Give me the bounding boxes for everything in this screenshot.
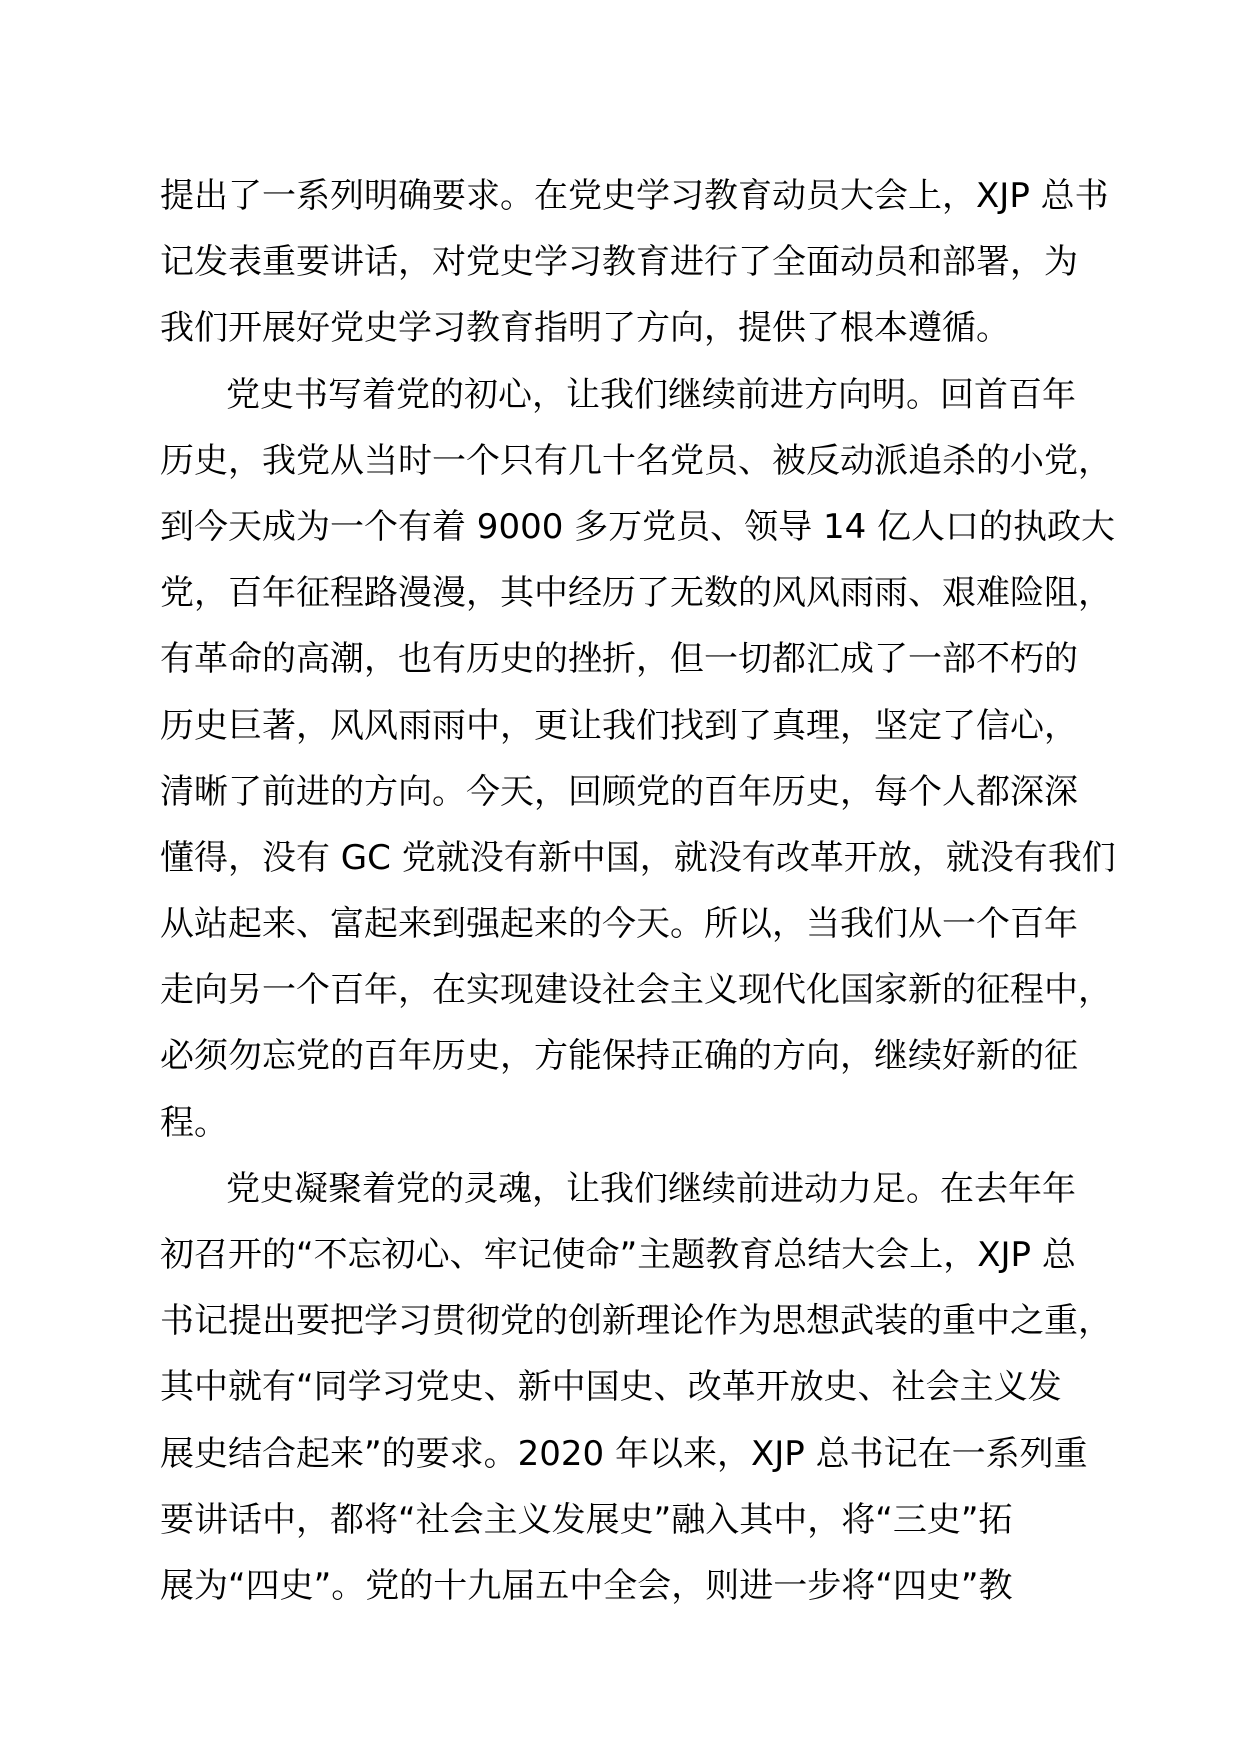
text-line: 其中就有“同学习党史、新中国史、改革开放史、社会主义发 [160,1367,1062,1408]
text-line: 清晰了前进的方向。今天，回顾党的百年历史，每个人都深深 [160,771,1078,812]
text-line: 程。 [160,1102,228,1143]
text-line: 党，百年征程路漫漫，其中经历了无数的风风雨雨、艰难险阻， [160,573,1112,614]
paragraph-first-line: 党史凝聚着党的灵魂，让我们继续前进动力足。在去年年 [226,1168,1076,1209]
text-line: 我们开展好党史学习教育指明了方向，提供了根本遵循。 [160,308,1010,349]
text-line: 懂得，没有 GC 党就没有新中国，就没有改革开放，就没有我们 [160,837,1116,878]
body-text [160,163,1120,1619]
text-line: 提出了一系列明确要求。在党史学习教育动员大会上，XJP 总书 [160,176,1109,216]
text-line: 展为“四史”。党的十九届五中全会，则进一步将“四史”教 [160,1565,1013,1606]
text-line: 初召开的“不忘初心、牢记使命”主题教育总结大会上，XJP 总 [160,1235,1076,1275]
text-line: 书记提出要把学习贯彻党的创新理论作为思想武装的重中之重， [160,1301,1112,1342]
text-line: 展史结合起来”的要求。2020 年以来，XJP 总书记在一系列重 [160,1433,1088,1474]
text-line: 历史巨著，风风雨雨中，更让我们找到了真理，坚定了信心， [160,705,1078,746]
text-line: 要讲话中，都将“社会主义发展史”融入其中，将“三史”拓 [160,1499,1013,1540]
paragraph-first-line: 党史书写着党的初心，让我们继续前进方向明。回首百年 [226,374,1076,415]
text-line: 从站起来、富起来到强起来的今天。所以，当我们从一个百年 [160,904,1078,945]
text-line: 历史，我党从当时一个只有几十名党员、被反动派追杀的小党， [160,440,1112,481]
text-line: 有革命的高潮，也有历史的挫折，但一切都汇成了一部不朽的 [160,639,1078,680]
text-line: 走向另一个百年，在实现建设社会主义现代化国家新的征程中， [160,970,1112,1011]
text-line: 记发表重要讲话，对党史学习教育进行了全面动员和部署，为 [160,242,1078,283]
text-line: 必须勿忘党的百年历史，方能保持正确的方向，继续好新的征 [160,1036,1078,1077]
text-line: 到今天成为一个有着 9000 多万党员、领导 14 亿人口的执政大 [160,506,1116,547]
